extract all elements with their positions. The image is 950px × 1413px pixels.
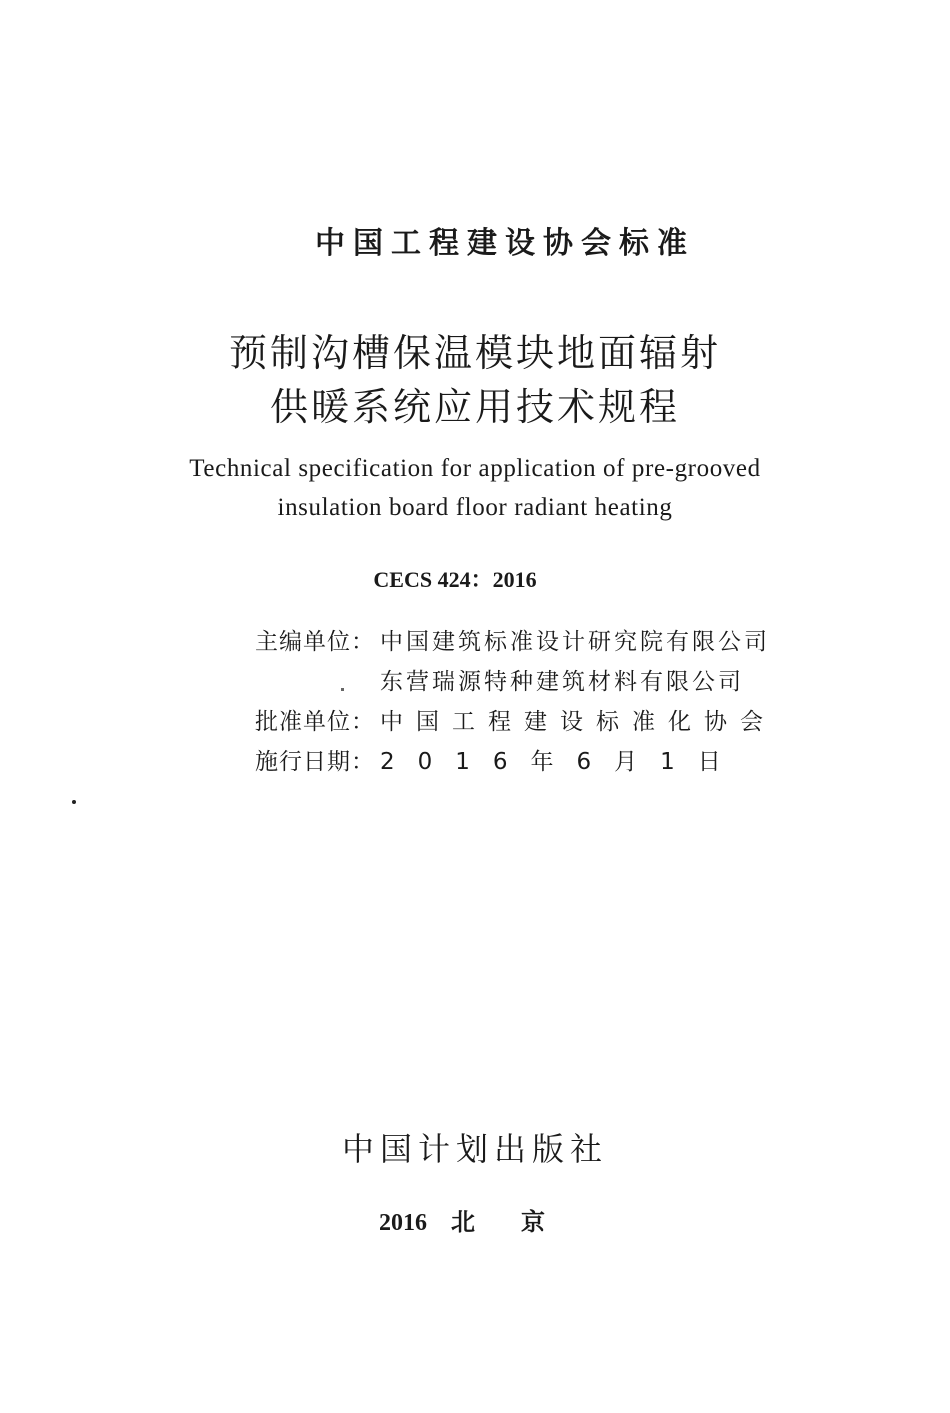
approver-unit: 中国工程建设标准化协会 (380, 709, 776, 735)
english-title-line-1: Technical specification for application of pre-grooved (189, 455, 761, 482)
imprint-year: 2016 (379, 1210, 427, 1236)
approver-label: 批准单位： (255, 709, 375, 735)
imprint-city: 北京 (451, 1208, 591, 1236)
series-title: 中国工程建设协会标准 (315, 226, 695, 261)
standard-code: CECS 424：2016 (373, 567, 537, 592)
scan-dot (72, 800, 76, 804)
english-title-line-2: insulation board floor radiant heating (277, 494, 673, 521)
approver-row (255, 706, 776, 746)
date-row (255, 746, 776, 786)
effective-date: 2016年6月1日 (380, 749, 744, 775)
editor-unit-2: 东营瑞源特种建筑材料有限公司 (380, 669, 744, 695)
publisher: 中国计划出版社 (341, 1130, 608, 1168)
document-title-line-1: 预制沟槽保温模块地面辐射 (228, 331, 721, 375)
editor-row (255, 626, 776, 666)
info-block (255, 626, 776, 786)
editor-label: 主编单位： (255, 629, 375, 655)
document-title-line-2: 供暖系统应用技术规程 (269, 385, 680, 429)
editor-unit-1: 中国建筑标准设计研究院有限公司 (380, 629, 770, 655)
date-label: 施行日期： (255, 749, 375, 775)
scan-mark (341, 688, 344, 691)
imprint (10, 1202, 950, 1237)
editor-row-2 (255, 666, 776, 706)
